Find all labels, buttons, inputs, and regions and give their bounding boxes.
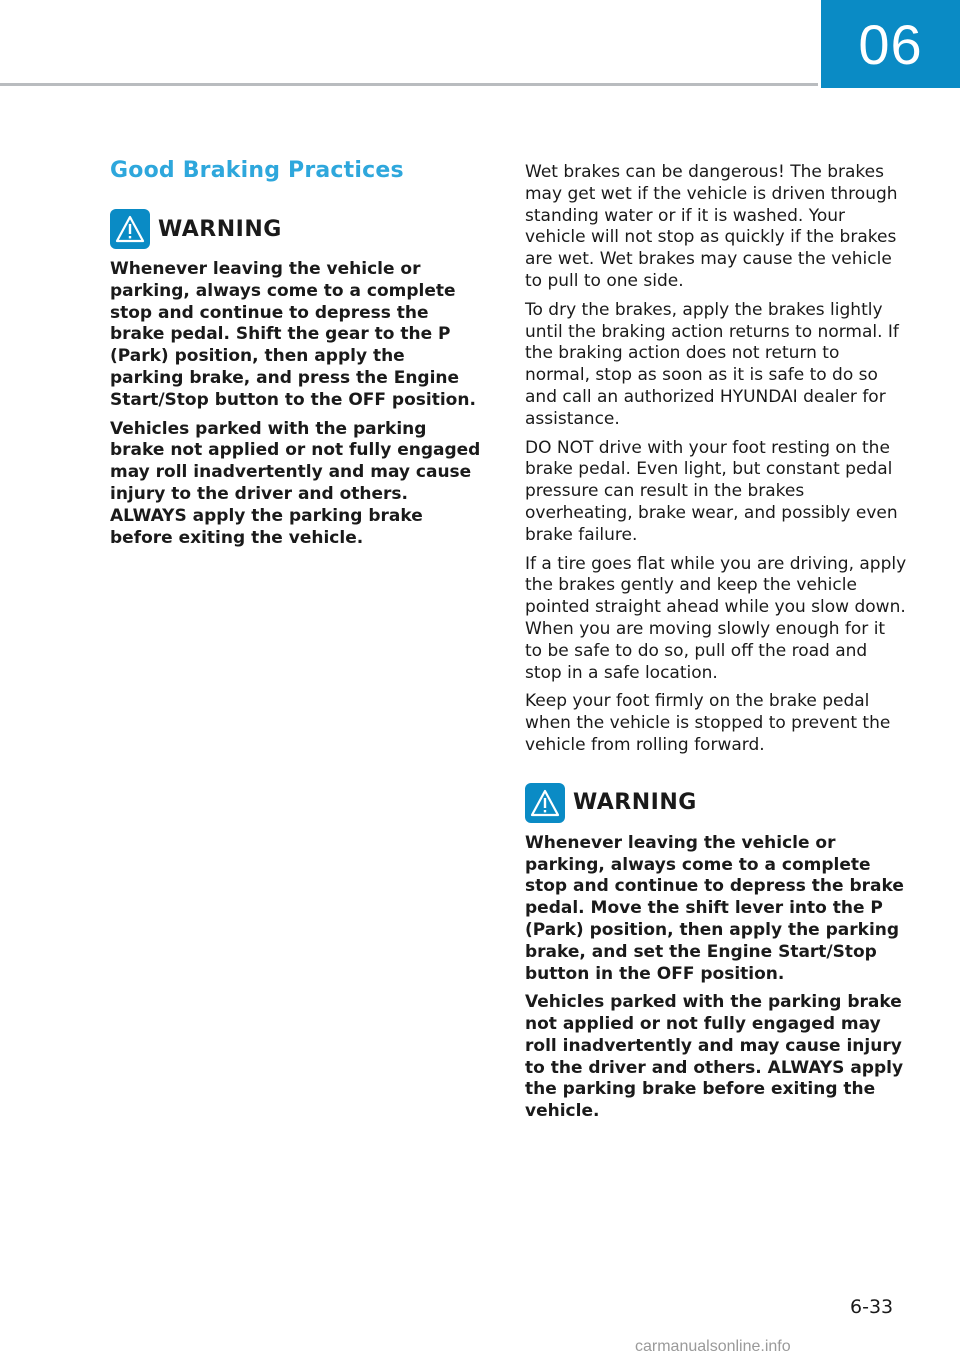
warning-paragraph: Whenever leaving the vehicle or parking, always come to a complete stop and continue to depress the brake pedal. Shift the gear to the P (Park) position, then apply the parking brake, and press the Engine Start/Stop button to the OFF position. [110,259,476,410]
warning-block-left [110,209,482,549]
warning-block-right [525,783,907,1123]
warning-header [110,209,482,249]
page-number: 6-33 [850,1296,894,1318]
body-paragraph: Keep your foot firmly on the brake pedal when the vehicle is stopped to prevent the vehicle from rolling forward. [525,691,891,755]
warning-paragraph: Vehicles parked with the parking brake not applied or not fully engaged may roll inadvertently and may cause injury to the driver and others. ALWAYS apply the parking brake before exiting the vehicle. [110,418,481,548]
body-paragraph: DO NOT drive with your foot resting on the brake pedal. Even light, but constant pedal pressure can result in the brakes overheating, brake wear, and possibly even brake failure. [525,437,898,545]
body-paragraph: To dry the brakes, apply the brakes lightly until the braking action returns to normal. If the braking action does not return to normal, stop as soon as it is safe to do so and call an authorized HYUNDAI dealer for assistance. [525,299,899,429]
left-column [110,158,482,556]
right-column [525,162,907,1130]
chapter-number: 06 [858,12,923,76]
warning-paragraph: Whenever leaving the vehicle or parking, always come to a complete stop and continue to depress the brake pedal. Move the shift lever into the P (Park) position, then apply the parking brake, and set the Engine Start/Stop button in the OFF position. [525,832,904,984]
watermark: carmanualsonline.info [635,1338,791,1355]
section-title: Good Braking Practices [110,158,404,183]
warning-header [525,783,907,823]
warning-label: WARNING [158,216,282,242]
body-paragraph: Wet brakes can be dangerous! The brakes may get wet if the vehicle is driven through standing water or if it is washed. Your vehicle will not stop as quickly if the brakes are wet. Wet brakes may cause the vehicle to pull to one side. [525,162,898,291]
header-rule [0,83,818,86]
warning-triangle-icon [525,783,565,823]
body-paragraph: If a tire goes flat while you are driving, apply the brakes gently and keep the vehicle pointed straight ahead while you slow down. When you are moving slowly enough for it to be safe to do so, pull off the road and stop in a safe location. [525,553,907,683]
chapter-tab [821,0,960,88]
warning-paragraph: Vehicles parked with the parking brake not applied or not fully engaged may roll inadvertently and may cause injury to the driver and others. ALWAYS apply the parking brake before exiting the vehicle. [525,992,904,1122]
warning-label: WARNING [573,790,697,816]
warning-triangle-icon [110,209,150,249]
